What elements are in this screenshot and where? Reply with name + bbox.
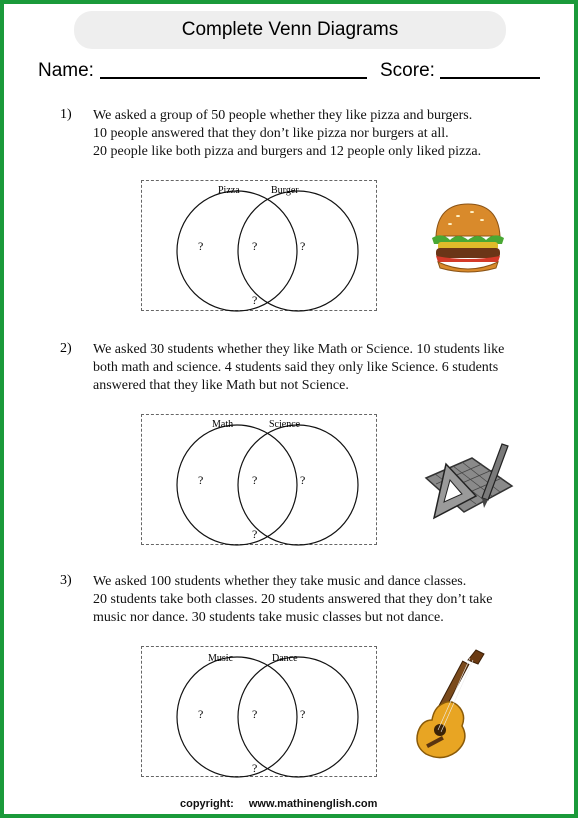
venn-3-left-circle	[177, 657, 297, 777]
venn-3-right-label: Dance	[272, 653, 298, 664]
venn-2-left-label: Math	[212, 419, 234, 430]
question-2-text	[93, 341, 538, 395]
venn-1-left-label: Pizza	[218, 185, 240, 196]
question-2-line-2: both math and science. 4 students said they only like Science. 6 students	[93, 360, 499, 375]
venn-2-outside-value: ?	[252, 527, 258, 541]
venn-2-right-value: ?	[300, 473, 306, 487]
question-1-number: 1)	[60, 107, 72, 122]
venn-3-middle-value: ?	[252, 707, 258, 721]
name-label: Name:	[38, 60, 94, 81]
venn-1-left-circle	[177, 191, 297, 311]
question-3-text	[93, 573, 538, 627]
score-label: Score:	[380, 60, 435, 81]
venn-3-left-label: Music	[208, 653, 233, 664]
venn-1-right-value: ?	[300, 239, 306, 253]
question-1-line-2: 10 people answered that they don’t like pizza nor burgers at all.	[93, 126, 449, 141]
venn-1-left-value: ?	[198, 239, 204, 253]
venn-diagram-2	[141, 414, 377, 545]
question-2-number: 2)	[60, 341, 72, 356]
question-1-line-1: We asked a group of 50 people whether they like pizza and burgers.	[93, 108, 473, 123]
question-1-line-3: 20 people like both pizza and burgers and 12 people only liked pizza.	[93, 144, 482, 159]
venn-diagram-1	[141, 180, 377, 311]
venn-2-left-circle	[177, 425, 297, 545]
question-2-line-1: We asked 30 students whether they like Math or Science. 10 students like	[93, 342, 505, 357]
question-2-line-3: answered that they like Math but not Science.	[93, 378, 349, 393]
venn-1-outside-value: ?	[252, 293, 258, 307]
geometry-tools-icon	[420, 436, 516, 527]
venn-1-middle-value: ?	[252, 239, 258, 253]
question-3-number: 3)	[60, 573, 72, 588]
question-3-line-1: We asked 100 students whether they take music and dance classes.	[93, 574, 467, 589]
venn-3-outside-value: ?	[252, 761, 258, 775]
venn-1-svg	[142, 181, 378, 312]
score-line	[440, 77, 540, 79]
venn-diagram-3	[141, 646, 377, 777]
venn-3-left-value: ?	[198, 707, 204, 721]
website-link[interactable]: www.mathinenglish.com	[248, 798, 378, 810]
copyright-label: copyright:	[180, 798, 234, 810]
question-3-line-2: 20 students take both classes. 20 students answered that they don’t take	[93, 592, 493, 607]
question-3-line-3: music nor dance. 30 students take music classes but not dance.	[93, 610, 444, 625]
page-title: Complete Venn Diagrams	[181, 19, 399, 40]
venn-2-right-label: Science	[269, 419, 301, 430]
venn-3-svg	[142, 647, 378, 778]
copyright-footer	[180, 798, 377, 810]
name-line	[100, 77, 367, 79]
venn-3-right-value: ?	[300, 707, 306, 721]
venn-2-svg	[142, 415, 378, 546]
venn-1-right-label: Burger	[271, 185, 299, 196]
burger-icon	[428, 200, 508, 281]
question-1-text	[93, 107, 538, 161]
venn-2-middle-value: ?	[252, 473, 258, 487]
venn-2-left-value: ?	[198, 473, 204, 487]
guitar-icon	[412, 646, 492, 767]
